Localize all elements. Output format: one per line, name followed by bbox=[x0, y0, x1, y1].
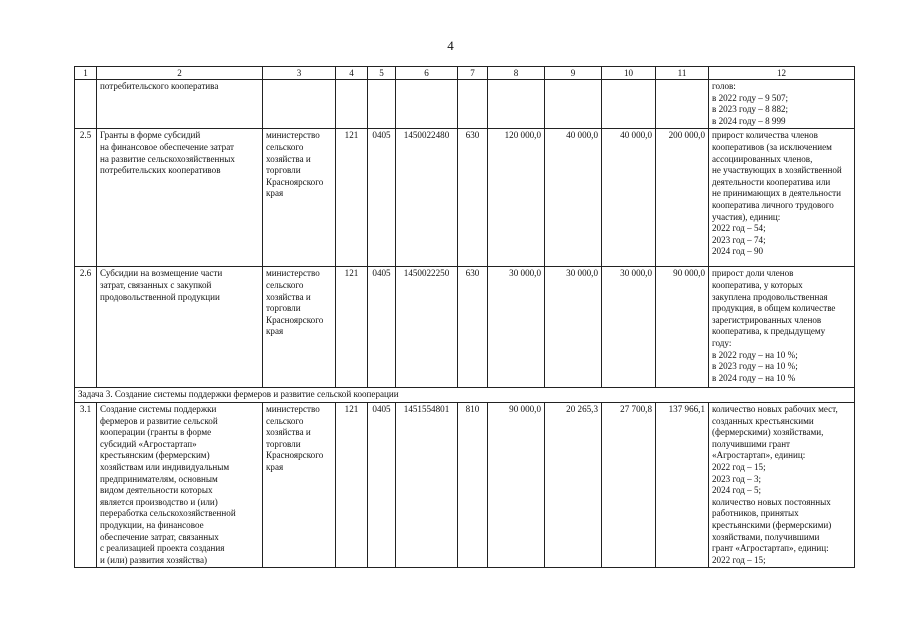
amount-total bbox=[656, 80, 709, 129]
column-header: 7 bbox=[458, 67, 488, 80]
column-header: 2 bbox=[97, 67, 263, 80]
column-header: 8 bbox=[488, 67, 545, 80]
amount-2024: 30 000,0 bbox=[602, 267, 656, 388]
code-grbs: 121 bbox=[336, 267, 368, 388]
column-header: 6 bbox=[396, 67, 458, 80]
amount-2022: 90 000,0 bbox=[488, 402, 545, 567]
responsible-body: министерство сельского хозяйства и торговли Красноярского края bbox=[263, 129, 336, 267]
activity-name: Создание системы поддержки фермеров и развитие сельской кооперации (гранты в форме субсидий «Агростартап» крестьянским (фермерским) хозяйствам или индивидуальным предпринимателям, основным видом деятельности которых является производство и (или) переработка сельскохозяйственной продукции, на финансовое обеспечение затрат, связанных с реализацией проекта создания и (или) развития хозяйства) bbox=[97, 402, 263, 567]
code-section: 0405 bbox=[368, 267, 396, 388]
expected-result: голов: в 2022 году – 9 507; в 2023 году – 8 882; в 2024 году – 8 999 bbox=[709, 80, 855, 129]
code-expense-type: 630 bbox=[458, 267, 488, 388]
task-heading: Задача 3. Создание системы поддержки фермеров и развитие сельской кооперации bbox=[75, 388, 855, 403]
column-header: 9 bbox=[545, 67, 602, 80]
activity-name: Гранты в форме субсидий на финансовое обеспечение затрат на развитие сельскохозяйственных потребительских кооперативов bbox=[97, 129, 263, 267]
expected-result: прирост количества членов кооперативов (за исключением ассоциированных членов, не участвующих в хозяйственной деятельности кооператива или не принимающих в деятельности кооператива личного трудового участия), единиц: 2022 год – 54; 2023 год – 74; 2024 год – 90 bbox=[709, 129, 855, 267]
responsible-body bbox=[263, 80, 336, 129]
row-number: 2.5 bbox=[75, 129, 97, 267]
column-header: 4 bbox=[336, 67, 368, 80]
row-number: 3.1 bbox=[75, 402, 97, 567]
amount-total: 90 000,0 bbox=[656, 267, 709, 388]
responsible-body: министерство сельского хозяйства и торговли Красноярского края bbox=[263, 267, 336, 388]
amount-2023: 30 000,0 bbox=[545, 267, 602, 388]
activity-name: Субсидии на возмещение части затрат, связанных с закупкой продовольственной продукции bbox=[97, 267, 263, 388]
table-row bbox=[75, 402, 855, 567]
code-target-article: 1450022250 bbox=[396, 267, 458, 388]
amount-2022: 30 000,0 bbox=[488, 267, 545, 388]
code-expense-type: 810 bbox=[458, 402, 488, 567]
page-number: 4 bbox=[447, 38, 454, 53]
amount-2024 bbox=[602, 80, 656, 129]
code-section bbox=[368, 80, 396, 129]
amount-2024: 40 000,0 bbox=[602, 129, 656, 267]
code-grbs bbox=[336, 80, 368, 129]
activity-name: потребительского кооператива bbox=[97, 80, 263, 129]
column-header: 12 bbox=[709, 67, 855, 80]
table-row bbox=[75, 80, 855, 129]
row-number bbox=[75, 80, 97, 129]
column-number-row bbox=[75, 67, 855, 80]
code-target-article bbox=[396, 80, 458, 129]
expected-result: количество новых рабочих мест, созданных крестьянскими (фермерскими) хозяйствами, получившими грант «Агростартап», единиц: 2022 год – 15; 2023 год – 3; 2024 год – 5; количество новых постоянных работников, принятых крестьянскими (фермерскими) хозяйствами, получившими грант «Агростартап», единиц: 2022 год – 15; bbox=[709, 402, 855, 567]
column-header: 3 bbox=[263, 67, 336, 80]
amount-2022: 120 000,0 bbox=[488, 129, 545, 267]
code-grbs: 121 bbox=[336, 129, 368, 267]
code-expense-type bbox=[458, 80, 488, 129]
task-heading-row bbox=[75, 388, 855, 403]
table-row bbox=[75, 129, 855, 267]
row-number: 2.6 bbox=[75, 267, 97, 388]
amount-2023: 20 265,3 bbox=[545, 402, 602, 567]
column-header: 11 bbox=[656, 67, 709, 80]
code-target-article: 1451554801 bbox=[396, 402, 458, 567]
column-header: 5 bbox=[368, 67, 396, 80]
amount-2023: 40 000,0 bbox=[545, 129, 602, 267]
code-expense-type: 630 bbox=[458, 129, 488, 267]
column-header: 1 bbox=[75, 67, 97, 80]
column-header: 10 bbox=[602, 67, 656, 80]
code-section: 0405 bbox=[368, 129, 396, 267]
expected-result: прирост доли членов кооператива, у которых закуплена продовольственная продукция, в общем количестве зарегистрированных членов кооператива, к предыдущему году: в 2022 году – на 10 %; в 2023 году – на 10 %; в 2024 году – на 10 % bbox=[709, 267, 855, 388]
amount-total: 137 966,1 bbox=[656, 402, 709, 567]
amount-2024: 27 700,8 bbox=[602, 402, 656, 567]
amount-2022 bbox=[488, 80, 545, 129]
code-section: 0405 bbox=[368, 402, 396, 567]
amount-2023 bbox=[545, 80, 602, 129]
table-row bbox=[75, 267, 855, 388]
amount-total: 200 000,0 bbox=[656, 129, 709, 267]
responsible-body: министерство сельского хозяйства и торговли Красноярского края bbox=[263, 402, 336, 567]
code-grbs: 121 bbox=[336, 402, 368, 567]
code-target-article: 1450022480 bbox=[396, 129, 458, 267]
program-table bbox=[74, 66, 855, 568]
